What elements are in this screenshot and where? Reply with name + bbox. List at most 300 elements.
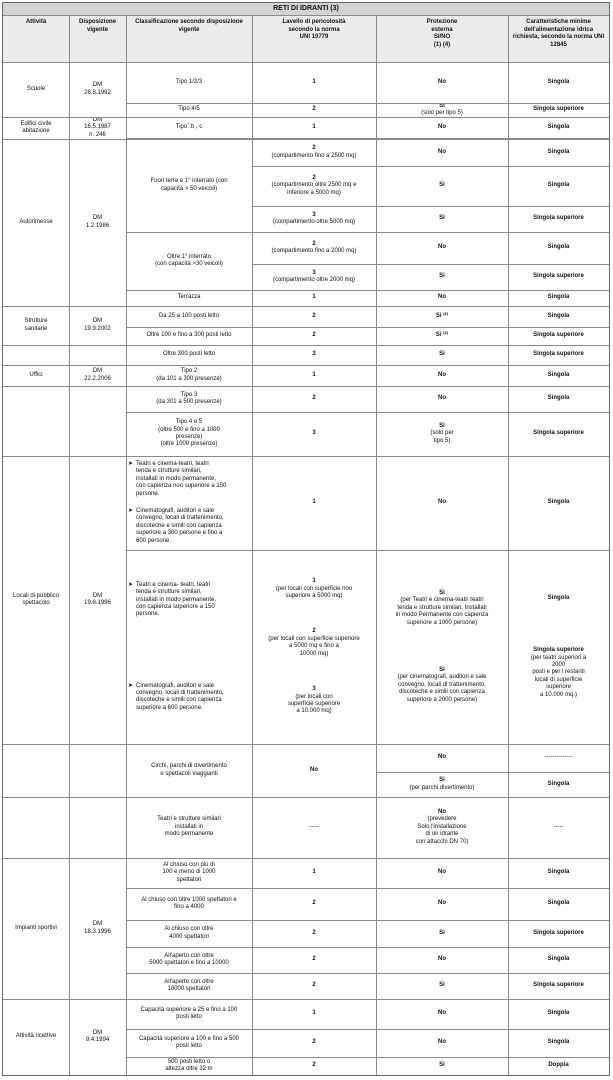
cell-text: 1: [312, 499, 316, 506]
row-rule: [508, 797, 609, 798]
cell-pericolosita: [252, 290, 376, 306]
row-rule: [252, 166, 376, 167]
cell-text: spettacolo: [22, 600, 50, 606]
cell-text: No: [438, 900, 446, 907]
cell-protezione: [376, 327, 508, 345]
cell-alimentazione: [508, 206, 609, 232]
row-rule: [126, 306, 252, 307]
header-line: 12845: [550, 41, 567, 48]
cell-disposizione: [69, 306, 126, 345]
cell-text: 2: [312, 1039, 316, 1046]
cell-protezione: [376, 62, 508, 103]
cell-alimentazione: [508, 1057, 609, 1075]
header-rule: [3, 62, 609, 63]
cell-text: modo permanente: [164, 831, 214, 838]
cell-text: 16.5.1987: [84, 124, 111, 131]
row-rule: [376, 365, 508, 366]
row-rule: [252, 1029, 376, 1030]
row-rule: [126, 1029, 252, 1030]
cell-protezione: [376, 386, 508, 412]
cell-pericolosita: [252, 456, 376, 550]
row-rule: [252, 290, 376, 291]
row-rule: [508, 264, 609, 265]
cell-classificazione: [126, 117, 252, 138]
cell-pericolosita: [252, 206, 376, 232]
cell-text: No: [438, 123, 446, 130]
row-rule: [508, 290, 609, 291]
cell-text: DM: [92, 1029, 103, 1036]
cell-protezione: [376, 232, 508, 264]
bullet-text: superiore a 600 persone.: [136, 704, 203, 711]
cell-classificazione: [126, 888, 252, 920]
row-rule: [252, 386, 376, 387]
header-line: vigente: [178, 26, 200, 33]
cell-alimentazione: [508, 365, 609, 386]
cell-text: in modo Permanente con capienza: [395, 612, 489, 619]
cell-disposizione: [69, 386, 126, 456]
row-rule: [126, 386, 252, 387]
cell-text: Al chiuso con più di: [163, 861, 215, 868]
row-rule: [508, 947, 609, 948]
bullet-text: installati in modo permanente,: [136, 596, 217, 603]
cell-classificazione: [126, 973, 252, 999]
cell-attivita: [3, 999, 69, 1075]
cell-pericolosita: [252, 1057, 376, 1075]
bullet-text: convegno, locali di trattenimento,: [136, 689, 224, 696]
cell-protezione: [376, 290, 508, 306]
cell-text: 2: [312, 900, 316, 907]
row-rule: [376, 858, 508, 859]
cell-text: presenze): [175, 434, 203, 440]
cell-text: sanitarie: [24, 325, 48, 332]
row-rule: [376, 888, 508, 889]
cell-text: convegno, locali di trattenimento,: [398, 681, 486, 688]
row-rule: [376, 744, 508, 745]
row-rule: [126, 327, 252, 328]
cell-text: (compartimento oltre 2500 mq e: [271, 182, 357, 189]
cell-text: Doppia: [548, 1062, 569, 1069]
row-rule: [252, 744, 376, 745]
cell-protezione: [376, 264, 508, 290]
row-rule: [376, 386, 508, 387]
cell-text: Si: [439, 182, 445, 189]
cell-text: Singola: [547, 900, 570, 907]
row-rule: [252, 306, 376, 307]
cell-text: Oltre 300 posti letto: [162, 351, 216, 358]
cell-disposizione: [69, 999, 126, 1075]
cell-pericolosita: [252, 62, 376, 103]
bullet-text: 600 persone.: [136, 537, 172, 544]
cell-text: Si: [439, 666, 445, 673]
row-rule: [508, 1029, 609, 1030]
row-rule: [508, 345, 609, 346]
cell-protezione: [376, 797, 508, 858]
cell-classificazione: [126, 139, 252, 232]
bullet-text: superiore a 300 persone e fino a: [136, 530, 223, 537]
cell-text: Singola: [547, 1010, 570, 1017]
cell-text: Tipo 1/2/3: [175, 78, 203, 85]
cell-text: spettatori: [176, 876, 202, 883]
row-rule: [252, 888, 376, 889]
row-rule: [508, 744, 609, 745]
row-rule: [69, 999, 126, 1000]
header-line: UNI 10779: [299, 34, 329, 40]
row-rule: [508, 327, 609, 328]
bullet-item: [128, 508, 249, 545]
cell-text: Singola: [547, 1039, 570, 1046]
cell-text: Si: [439, 422, 445, 429]
cell-text: Singola superiore: [533, 215, 584, 222]
header-line: Classificazione secondo disposizione: [135, 19, 243, 25]
bullet-text: Cinematografi, auditori e sale: [136, 507, 215, 514]
bullet-item: [128, 582, 249, 619]
cell-protezione: [376, 858, 508, 888]
cell-protezione: [376, 117, 508, 138]
cell-text: 2: [312, 1062, 316, 1069]
row-rule: [69, 858, 126, 859]
cell-text: altezza oltre 32 m: [165, 1066, 213, 1072]
row-rule: [252, 117, 376, 118]
cell-text: Uffici: [29, 371, 43, 378]
cell-text: Tipo 4/5: [178, 106, 200, 113]
cell-text: superiore a 5000 mq): [285, 592, 343, 599]
row-rule: [252, 206, 376, 207]
row-rule: [126, 999, 252, 1000]
row-rule: [3, 365, 69, 366]
row-rule: [252, 232, 376, 233]
row-rule: [3, 345, 69, 346]
cell-text: Si ⁽²⁾: [435, 312, 449, 319]
cell-text: 1: [312, 578, 316, 585]
cell-text: Si: [439, 982, 445, 989]
cell-text: Al chiuso con oltre 1000 spettatori e: [141, 896, 237, 903]
cell-text: discoteche e simili con capienza: [399, 689, 485, 696]
cell-text: 1: [312, 869, 316, 876]
cell-text: (per locali con: [295, 693, 333, 700]
row-rule: [3, 117, 69, 118]
row-rule: [69, 117, 126, 118]
cell-text: (compartimento fino a 2000 mq): [271, 248, 357, 254]
cell-alimentazione: [508, 345, 609, 365]
bullet-text: discoteche e simili con capienza: [136, 522, 222, 529]
header-line: Lavello di pericolosità: [282, 19, 346, 25]
cell-text: (solo per: [430, 430, 454, 437]
header-attivita: [3, 15, 69, 62]
row-rule: [376, 947, 508, 948]
cell-classificazione: [126, 999, 252, 1029]
cell-text: 19.9.2002: [84, 325, 111, 332]
cell-pericolosita: [252, 888, 376, 920]
table-title: [3, 3, 609, 15]
header-alimentazione: [508, 15, 609, 62]
cell-protezione: [376, 550, 508, 744]
cell-text: Singola: [547, 869, 570, 876]
cell-text: Singola superiore: [533, 351, 584, 358]
cell-text: 1.2.1986: [85, 222, 110, 229]
cell-pericolosita: [252, 117, 376, 138]
cell-text: Singola superiore: [533, 332, 584, 339]
row-rule: [376, 232, 508, 233]
header-line: richiesta, secondo la norma UNI: [512, 34, 605, 40]
row-rule: [508, 456, 609, 457]
row-rule: [252, 456, 376, 457]
row-rule: [3, 139, 69, 140]
column-rule: [508, 15, 509, 1075]
bullet-text: discoteche e simili con capienza: [136, 697, 222, 704]
row-rule: [126, 365, 252, 366]
cell-text: No: [438, 395, 446, 402]
cell-text: Locali di pubblico: [12, 592, 60, 599]
row-rule: [376, 1057, 508, 1058]
cell-text: 10000 spettatori: [167, 986, 211, 992]
cell-text: 1: [312, 1010, 316, 1017]
row-rule: [376, 772, 508, 773]
row-rule: [69, 386, 126, 387]
header-line: Protezione: [426, 19, 458, 25]
header-line: SI/NO: [433, 34, 451, 40]
cell-text: (per teatri superiori a: [530, 654, 587, 661]
cell-text: Singola superiore: [533, 982, 584, 989]
cell-protezione: [376, 365, 508, 386]
cell-text: 2: [312, 106, 316, 113]
cell-classificazione: [126, 858, 252, 888]
cell-group: [255, 578, 373, 600]
cell-attivita: [3, 858, 69, 999]
cell-protezione: [376, 166, 508, 206]
cell-text: Singola: [547, 244, 570, 251]
cell-text: Da 25 a 100 posti letto: [158, 312, 220, 319]
cell-alimentazione: [508, 166, 609, 206]
cell-text: con attacchi DN 70): [415, 838, 469, 845]
bullet-text: Cinematografi, auditori e sale: [136, 682, 215, 689]
row-rule: [376, 206, 508, 207]
header-line: dell'alimentazione idrica: [523, 26, 594, 33]
cell-pericolosita: [252, 858, 376, 888]
cell-text: No: [438, 1039, 446, 1046]
arrow-bullet-icon: ➤: [128, 460, 134, 467]
row-rule: [252, 797, 376, 798]
cell-text: DM: [92, 215, 103, 222]
cell-protezione: [376, 744, 508, 772]
cell-alimentazione: [508, 62, 609, 103]
cell-pericolosita: [252, 550, 376, 744]
cell-attivita: [3, 62, 69, 117]
row-rule: [376, 264, 508, 265]
cell-alimentazione: [508, 888, 609, 920]
cell-text: e spettacoli viaggianti: [160, 770, 218, 777]
header-pericolosita: [252, 15, 376, 62]
cell-pericolosita: [252, 744, 376, 797]
header-disposizione: [69, 15, 126, 62]
row-rule: [3, 797, 69, 798]
row-rule: [3, 456, 69, 457]
cell-text: Edifici civile: [20, 120, 52, 127]
cell-text: (per Teatri e cinema-teatri teatri: [400, 597, 484, 604]
row-rule: [126, 920, 252, 921]
column-rule: [252, 15, 253, 1075]
row-rule: [69, 345, 126, 346]
cell-text: (compartimento oltre 2000 mq): [272, 277, 356, 283]
cell-alimentazione: [508, 550, 609, 744]
cell-pericolosita: [252, 166, 376, 206]
row-rule: [126, 139, 252, 140]
cell-pericolosita: [252, 264, 376, 290]
bullet-item: [128, 683, 249, 713]
cell-text: Singola superiore: [533, 106, 584, 113]
cell-alimentazione: [508, 412, 609, 456]
cell-disposizione: [69, 139, 126, 306]
cell-text: DM: [92, 592, 103, 599]
cell-text: Teatri e strutture similari: [157, 816, 221, 823]
cell-protezione: [376, 456, 508, 550]
cell-text: (compartimento fino a 2500 mq): [271, 152, 357, 159]
cell-group: [379, 667, 505, 704]
cell-disposizione: [69, 744, 126, 797]
cell-text: No: [438, 956, 446, 963]
cell-classificazione: [126, 365, 252, 386]
cell-text: (per cinematografi, auditori e sale: [397, 674, 487, 681]
cell-protezione: [376, 947, 508, 973]
row-rule: [252, 412, 376, 413]
cell-text: Si: [439, 1062, 445, 1069]
cell-attivita: [3, 306, 69, 345]
cell-text: DM: [92, 368, 103, 375]
row-rule: [252, 139, 376, 140]
cell-text: abitazione: [22, 128, 50, 134]
cell-text: tipo 5): [433, 437, 451, 444]
cell-alimentazione: [508, 999, 609, 1029]
cell-text: Oltre 1° interrato: [166, 253, 212, 260]
cell-text: n. 246: [89, 131, 106, 138]
cell-disposizione: [69, 365, 126, 386]
cell-protezione: [376, 973, 508, 999]
cell-text: (per locali con superficie non: [275, 585, 353, 592]
cell-attivita: [3, 117, 69, 139]
row-rule: [3, 386, 69, 387]
row-rule: [69, 365, 126, 366]
row-rule: [252, 345, 376, 346]
cell-classificazione: [126, 327, 252, 345]
cell-text: posti e per i restanti: [532, 669, 585, 676]
cell-text: (da 301 a 500 presenze): [156, 399, 222, 405]
cell-classificazione: [126, 412, 252, 456]
row-rule: [126, 797, 252, 798]
cell-classificazione: [126, 290, 252, 306]
cell-text: Singola superiore: [533, 929, 584, 936]
row-rule: [508, 888, 609, 889]
bullet-text: Teatri e cinema-teatri, teatri: [136, 460, 209, 467]
cell-alimentazione: [508, 1029, 609, 1057]
column-rule: [376, 15, 377, 1075]
row-rule: [376, 290, 508, 291]
cell-text: Singola: [547, 182, 570, 189]
cell-pericolosita: [252, 345, 376, 365]
bullet-text: tenda e strutture similari,: [136, 468, 202, 475]
cell-pericolosita: [252, 920, 376, 947]
cell-text: 2: [312, 145, 316, 152]
arrow-bullet-icon: ➤: [128, 682, 134, 689]
cell-text: a 10.000 mq): [296, 708, 332, 715]
table-title-text: RETI DI IDRANTI (3): [273, 5, 339, 13]
cell-text: -----: [553, 823, 564, 830]
row-rule: [3, 1075, 69, 1076]
cell-text: Singola superiore: [533, 273, 584, 280]
cell-alimentazione: [508, 117, 609, 138]
column-rule: [69, 15, 70, 1075]
cell-classificazione: [126, 797, 252, 858]
cell-text: inferiore a 5000 mq): [287, 189, 341, 196]
cell-alimentazione: [508, 264, 609, 290]
cell-classificazione: [126, 456, 252, 550]
cell-pericolosita: [252, 999, 376, 1029]
cell-pericolosita: [252, 365, 376, 386]
row-rule: [126, 947, 252, 948]
cell-classificazione: [126, 103, 252, 117]
row-rule: [508, 365, 609, 366]
arrow-bullet-icon: ➤: [128, 507, 134, 514]
cell-alimentazione: [508, 973, 609, 999]
cell-text: Singola: [547, 395, 570, 402]
row-rule: [126, 858, 252, 859]
cell-protezione: [376, 888, 508, 920]
row-rule: [69, 1075, 126, 1076]
cell-alimentazione: [508, 858, 609, 888]
cell-text: Singola: [547, 78, 570, 85]
row-rule: [376, 117, 508, 118]
cell-text: No: [438, 371, 446, 378]
cell-classificazione: [126, 947, 252, 973]
cell-group: [379, 590, 505, 627]
bullet-text: Teatri e cinema- teatri, teatri: [136, 581, 211, 588]
column-rule: [126, 15, 127, 1075]
row-rule: [508, 306, 609, 307]
header-line: vigente: [86, 26, 108, 33]
cell-text: posti letto: [176, 1043, 202, 1049]
cell-text: DM: [92, 318, 103, 325]
cell-text: Oltre 100 e fino a 300 posti letto: [146, 332, 232, 339]
cell-text: (oltre 1000 presenze): [160, 441, 218, 448]
row-rule: [3, 858, 69, 859]
cell-alimentazione: [508, 797, 609, 858]
cell-text: Si: [439, 215, 445, 222]
row-rule: [252, 1057, 376, 1058]
cell-text: DM: [92, 82, 103, 89]
cell-text: Fuori terra e 1° interrato (con: [150, 178, 228, 185]
cell-text: 3: [312, 211, 316, 218]
cell-pericolosita: [252, 1029, 376, 1057]
cell-text: 2000: [551, 662, 566, 669]
cell-group: [255, 628, 373, 658]
row-rule: [69, 797, 126, 798]
cell-alimentazione: [508, 290, 609, 306]
cell-text: Tipo` b , c: [175, 123, 203, 130]
cell-attivita: [3, 797, 69, 858]
cell-protezione: [376, 139, 508, 166]
row-rule: [376, 327, 508, 328]
cell-alimentazione: [508, 103, 609, 117]
row-rule: [508, 999, 609, 1000]
cell-text: 2: [312, 929, 316, 936]
cell-text: Si: [439, 589, 445, 596]
cell-text: Singola: [547, 780, 570, 787]
bullet-text: persone.: [136, 490, 160, 497]
cell-text: superiore a 1000 persone): [406, 619, 478, 626]
row-rule: [69, 306, 126, 307]
cell-text: Singola: [547, 294, 570, 301]
cell-text: 10000 mq): [299, 650, 329, 657]
row-rule: [252, 550, 376, 551]
cell-text: (compartimento oltre 5000 mq): [272, 219, 356, 225]
